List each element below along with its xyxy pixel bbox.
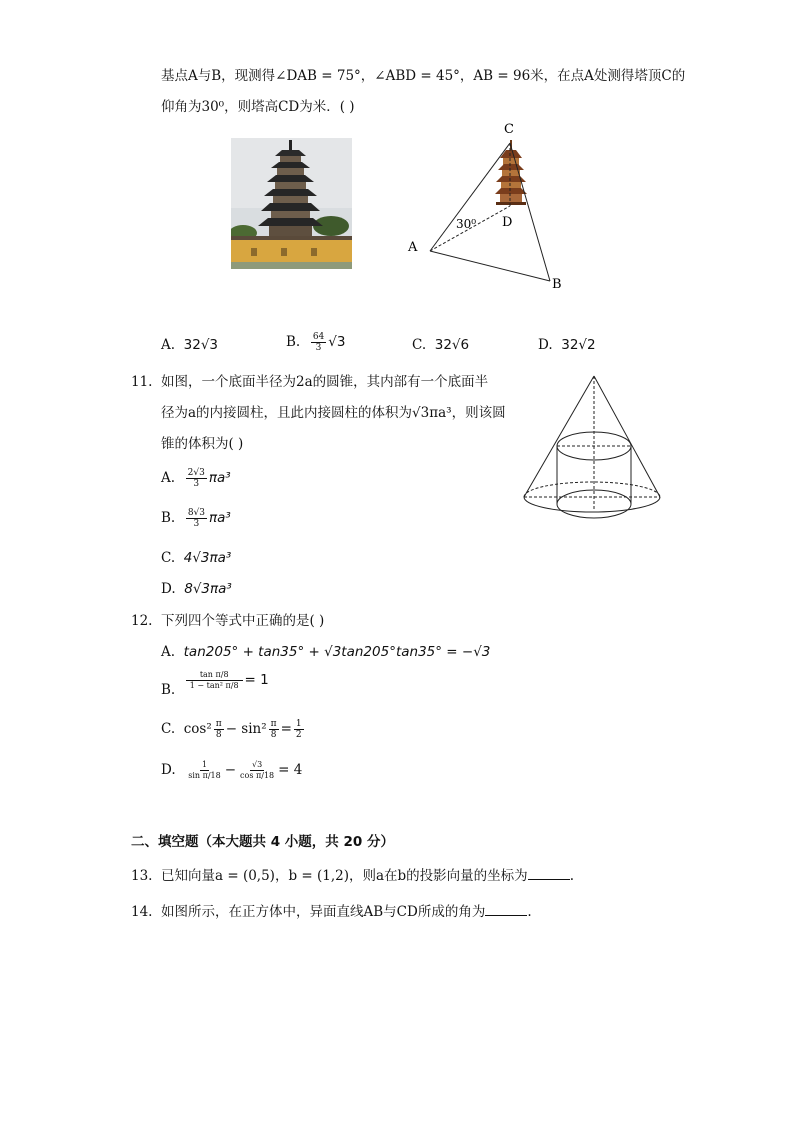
label-A: A xyxy=(408,240,418,255)
cone-cylinder-figure xyxy=(518,370,668,530)
q11-line3: 锥的体积为( ) xyxy=(161,436,244,452)
q14-text: 如图所示，在正方体中，异面直线AB与CD所成的角为 . xyxy=(161,904,532,920)
q12-option-d[interactable]: D. $\frac{1}{\text{sin π/18}}$ − $\frac{√3}{\text{cos π/18}}$ = 4 xyxy=(161,760,303,780)
q10-line2: 仰角为30⁰，则塔高CD为米．( ) xyxy=(161,99,355,115)
pagoda-triangle-figure xyxy=(400,118,580,293)
q11-option-c[interactable]: C. 4√3πa³ xyxy=(161,550,232,566)
q10-option-a[interactable]: A. 32√3 xyxy=(161,337,219,353)
q10-option-c[interactable]: C. 32√6 xyxy=(412,337,470,353)
q12-number: 12. xyxy=(131,613,153,629)
q12-option-b[interactable]: B. $\frac{\text{tan π/8}}{\text{1 − tan² π/8}}$ = 1 xyxy=(161,670,269,698)
q13-number: 13. xyxy=(131,868,153,884)
pagoda-photo xyxy=(231,138,352,269)
q14-number: 14. xyxy=(131,904,153,920)
q14-answer-blank[interactable] xyxy=(485,903,527,916)
label-C: C xyxy=(504,122,514,137)
label-angle: 30⁰ xyxy=(456,217,477,231)
q10-option-b[interactable]: B. $\frac{64}{3}$ √3 xyxy=(286,332,346,353)
q12-option-a[interactable]: A. tan205° + tan35° + √3tan205°tan35° = −√3 xyxy=(161,644,491,660)
q11-option-b[interactable]: B. $\frac{8√3}{3}$ πa³ xyxy=(161,508,231,529)
q12-option-c[interactable]: C. cos² $\frac{\pi}{8}$ − sin² $\frac{\pi}{8}$ = $\frac{1}{2}$ xyxy=(161,719,302,740)
q13-text: 已知向量a = (0,5)，b = (1,2)，则a在b的投影向量的坐标为 . xyxy=(161,868,574,884)
label-B: B xyxy=(552,277,562,292)
q10-option-d[interactable]: D. 32√2 xyxy=(538,337,596,353)
q11-option-d[interactable]: D. 8√3πa³ xyxy=(161,581,232,597)
q11-line2: 径为a的内接圆柱，且此内接圆柱的体积为√3πa³，则该圆 xyxy=(161,405,506,421)
q12-stem: 下列四个等式中正确的是( ) xyxy=(161,613,325,629)
q13-answer-blank[interactable] xyxy=(528,867,570,880)
q10-line1: 基点A与B，现测得∠DAB = 75°，∠ABD = 45°，AB = 96米，在点A处测得塔顶C的 xyxy=(161,68,686,84)
q11-number: 11. xyxy=(131,374,153,390)
label-D: D xyxy=(502,215,513,230)
section-fill-in-title: 二、填空题（本大题共 4 小题，共 20 分） xyxy=(131,834,394,850)
q11-line1: 如图，一个底面半径为2a的圆锥，其内部有一个底面半 xyxy=(161,374,489,390)
q11-option-a[interactable]: A. $\frac{2√3}{3}$ πa³ xyxy=(161,468,231,489)
